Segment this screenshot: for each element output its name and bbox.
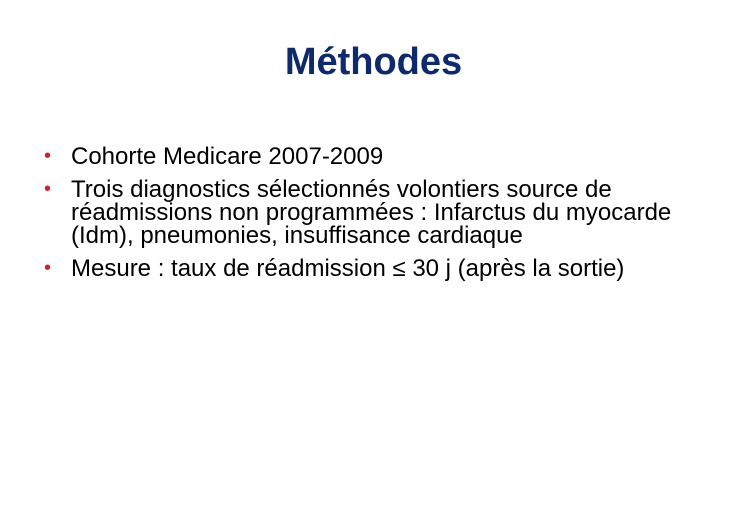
- bullet-icon: •: [44, 145, 52, 167]
- bullet-icon: •: [44, 178, 52, 200]
- slide-title: Méthodes: [284, 41, 463, 83]
- bullet-item-measure: [42, 257, 712, 280]
- bullet-text: Mesure : taux de réadmission ≤ 30 j (après la sortie): [71, 255, 625, 282]
- bullet-text: Cohorte Medicare 2007-2009: [71, 143, 384, 170]
- bullet-icon: •: [44, 257, 52, 279]
- bullet-list: [42, 145, 712, 290]
- bullet-item-cohort: [42, 145, 712, 168]
- bullet-item-diagnostics: [42, 178, 712, 247]
- bullet-text: Trois diagnostics sélectionnés volontiers source de réadmissions non programmées : Infarctus du myocarde (Idm), pneumonies, insuffisance cardiaque: [71, 176, 672, 249]
